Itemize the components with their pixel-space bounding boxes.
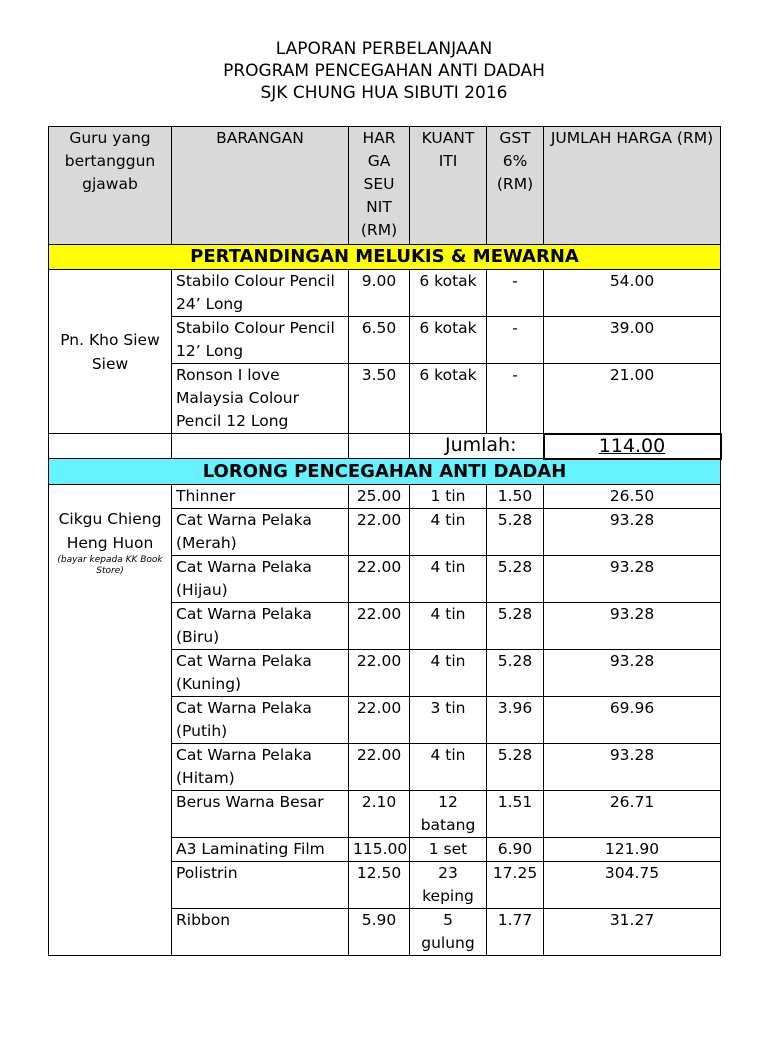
section-header-row	[49, 245, 721, 270]
kuantiti-cell: 4 tin	[410, 743, 487, 790]
header-guru: Guru yang bertanggun gjawab	[49, 127, 172, 245]
payment-note: (bayar kepada KK Book Store)	[57, 554, 163, 576]
gst-cell: 5.28	[487, 508, 544, 555]
empty-cell	[49, 434, 172, 459]
gst-cell: -	[487, 364, 544, 434]
kuantiti-cell: 6 kotak	[410, 364, 487, 434]
jumlah-cell: 21.00	[544, 364, 721, 434]
guru-cell	[49, 484, 172, 955]
guru-name: Cikgu Chieng Heng Huon	[58, 509, 162, 552]
jumlah-cell: 93.28	[544, 649, 721, 696]
item-cell: Ribbon	[172, 908, 349, 955]
jumlah-cell: 304.75	[544, 861, 721, 908]
section-header-row	[49, 459, 721, 485]
title-line-2: PROGRAM PENCEGAHAN ANTI DADAH	[223, 61, 545, 81]
gst-cell: 1.51	[487, 790, 544, 837]
header-barangan: BARANGAN	[172, 127, 349, 245]
harga-cell: 22.00	[349, 602, 410, 649]
jumlah-total-value: 114.00	[598, 434, 666, 457]
harga-cell: 5.90	[349, 908, 410, 955]
jumlah-cell: 69.96	[544, 696, 721, 743]
gst-cell: 5.28	[487, 649, 544, 696]
kuantiti-cell: 1 set	[410, 837, 487, 861]
jumlah-cell: 54.00	[544, 270, 721, 317]
jumlah-cell: 31.27	[544, 908, 721, 955]
report-title	[0, 38, 768, 104]
kuantiti-cell: 1 tin	[410, 484, 487, 508]
item-cell: Cat Warna Pelaka (Merah)	[172, 508, 349, 555]
item-cell: Cat Warna Pelaka (Kuning)	[172, 649, 349, 696]
guru-name: Pn. Kho Siew Siew	[60, 330, 160, 373]
item-cell: Cat Warna Pelaka (Hijau)	[172, 555, 349, 602]
kuantiti-cell: 4 tin	[410, 649, 487, 696]
kuantiti-cell: 4 tin	[410, 508, 487, 555]
title-line-3: SJK CHUNG HUA SIBUTI 2016	[260, 83, 508, 103]
item-cell: Cat Warna Pelaka (Hitam)	[172, 743, 349, 790]
guru-cell	[49, 270, 172, 434]
kuantiti-cell: 5 gulung	[410, 908, 487, 955]
header-kuantiti: KUANT ITI	[410, 127, 487, 245]
kuantiti-cell: 4 tin	[410, 602, 487, 649]
jumlah-cell: 26.71	[544, 790, 721, 837]
jumlah-cell: 39.00	[544, 317, 721, 364]
item-cell: Cat Warna Pelaka (Biru)	[172, 602, 349, 649]
harga-cell: 22.00	[349, 555, 410, 602]
gst-cell: -	[487, 270, 544, 317]
empty-cell	[349, 434, 410, 459]
table-row	[49, 270, 721, 317]
item-cell: Thinner	[172, 484, 349, 508]
item-cell: Stabilo Colour Pencil 12’ Long	[172, 317, 349, 364]
kuantiti-cell: 12 batang	[410, 790, 487, 837]
table-row	[49, 484, 721, 508]
harga-cell: 25.00	[349, 484, 410, 508]
item-cell: Cat Warna Pelaka (Putih)	[172, 696, 349, 743]
jumlah-cell: 93.28	[544, 555, 721, 602]
item-cell: Ronson I love Malaysia Colour Pencil 12 Long	[172, 364, 349, 434]
item-cell: A3 Laminating Film	[172, 837, 349, 861]
jumlah-cell: 93.28	[544, 508, 721, 555]
harga-cell: 9.00	[349, 270, 410, 317]
harga-cell: 3.50	[349, 364, 410, 434]
header-harga: HAR GA SEU NIT (RM)	[349, 127, 410, 245]
header-gst: GST 6% (RM)	[487, 127, 544, 245]
gst-cell: 5.28	[487, 743, 544, 790]
kuantiti-cell: 6 kotak	[410, 317, 487, 364]
jumlah-label: Jumlah:	[410, 434, 544, 459]
section-title: PERTANDINGAN MELUKIS & MEWARNA	[49, 245, 721, 270]
harga-cell: 6.50	[349, 317, 410, 364]
gst-cell: 1.77	[487, 908, 544, 955]
title-line-1: LAPORAN PERBELANJAAN	[275, 39, 493, 59]
gst-cell: 1.50	[487, 484, 544, 508]
gst-cell: 5.28	[487, 555, 544, 602]
harga-cell: 22.00	[349, 649, 410, 696]
jumlah-cell: 121.90	[544, 837, 721, 861]
table-header-row	[49, 127, 721, 245]
header-jumlah: JUMLAH HARGA (RM)	[544, 127, 721, 245]
item-cell: Stabilo Colour Pencil 24’ Long	[172, 270, 349, 317]
empty-cell	[172, 434, 349, 459]
kuantiti-cell: 23 keping	[410, 861, 487, 908]
kuantiti-cell: 3 tin	[410, 696, 487, 743]
harga-cell: 115.00	[349, 837, 410, 861]
section-title: LORONG PENCEGAHAN ANTI DADAH	[49, 459, 721, 485]
item-cell: Berus Warna Besar	[172, 790, 349, 837]
gst-cell: 5.28	[487, 602, 544, 649]
jumlah-cell: 93.28	[544, 602, 721, 649]
harga-cell: 22.00	[349, 508, 410, 555]
gst-cell: 17.25	[487, 861, 544, 908]
jumlah-total-cell	[544, 434, 721, 459]
kuantiti-cell: 4 tin	[410, 555, 487, 602]
harga-cell: 12.50	[349, 861, 410, 908]
harga-cell: 22.00	[349, 696, 410, 743]
jumlah-row	[49, 434, 721, 459]
kuantiti-cell: 6 kotak	[410, 270, 487, 317]
gst-cell: 3.96	[487, 696, 544, 743]
item-cell: Polistrin	[172, 861, 349, 908]
harga-cell: 22.00	[349, 743, 410, 790]
gst-cell: 6.90	[487, 837, 544, 861]
gst-cell: -	[487, 317, 544, 364]
expense-table	[48, 126, 722, 956]
jumlah-cell: 26.50	[544, 484, 721, 508]
harga-cell: 2.10	[349, 790, 410, 837]
jumlah-cell: 93.28	[544, 743, 721, 790]
